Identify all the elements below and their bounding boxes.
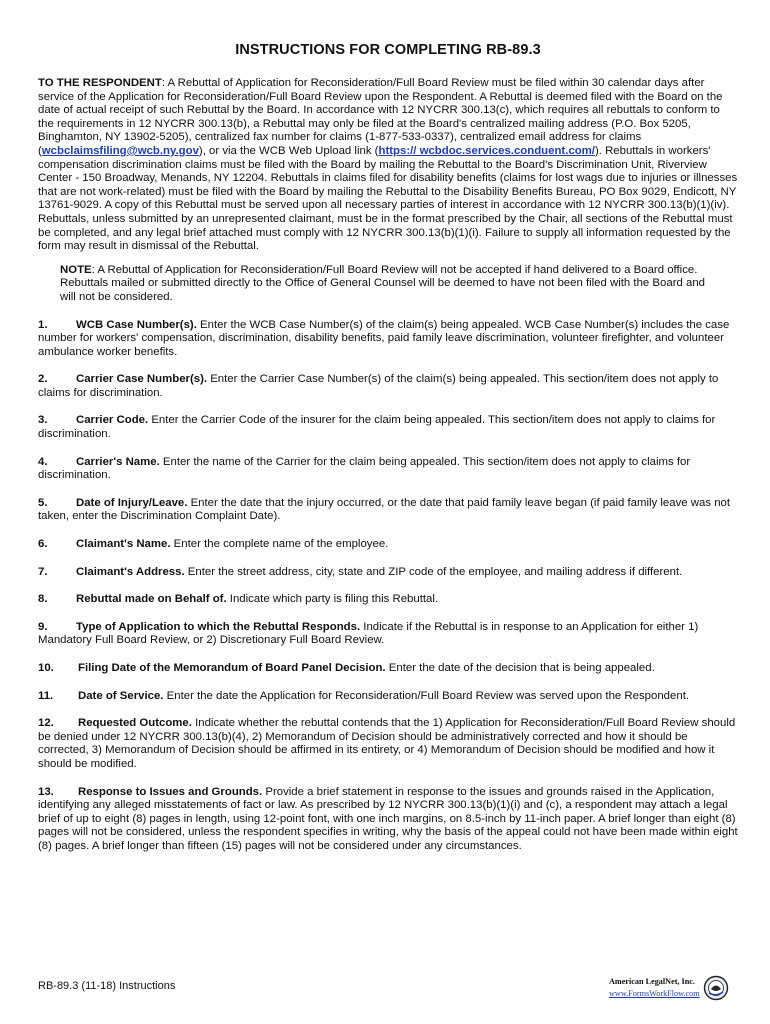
instruction-item [38,717,738,771]
instruction-item [38,566,738,580]
item-number: 5. [38,496,48,509]
intro-label: TO THE RESPONDENT [38,77,162,89]
item-heading: Carrier's Name. [76,455,160,468]
item-heading: Rebuttal made on Behalf of. [76,593,227,606]
item-heading: Claimant's Address. [76,565,185,578]
item-text: Enter the name of the Carrier for the claim being appealed. This section/item does not apply to claims for discrimination. [38,455,691,482]
item-number: 13. [38,785,54,798]
note-label: NOTE [60,263,92,276]
item-text: Enter the complete name of the employee. [170,538,389,551]
item-heading: Carrier Case Number(s). [76,373,208,386]
item-text: Enter the date that the injury occurred, or the date that paid family leave began (if paid family leave was not taken, enter the Discrimination Complaint Date). [38,496,731,523]
item-number: 8. [38,593,48,606]
instruction-item [38,414,738,441]
item-heading: Claimant's Name. [76,538,171,551]
form-id: RB-89.3 (11-18) Instructions [38,980,176,992]
instruction-item [38,373,738,400]
instruction-list [38,319,738,854]
item-number: 6. [38,538,48,551]
intro-paragraph [38,77,738,254]
item-text: Indicate whether the rebuttal contends that the 1) Application for Reconsideration/Full Board Review should be denied under 12 NYCRR 300.13(b)(4), 2) Memorandum of Decision should be administratively corrected and how it should be corrected, 3) Memorandum of Decision should be affirmed in its entirety, or 4) Memorandum of Decision should be modified and how it should be modified. [38,717,736,770]
item-number: 2. [38,373,48,386]
instruction-item [38,690,738,704]
item-text: Enter the WCB Case Number(s) of the claim(s) being appealed. WCB Case Number(s) includes the case number for workers' compensation, discrimination, disability benefits, paid family leave discrimination, volunteer firefighter, and volunteer ambulance worker benefits. [38,318,730,358]
item-number: 4. [38,455,48,468]
item-heading: WCB Case Number(s). [76,318,197,331]
claims-email-link[interactable]: wcbclaimsfiling@wcb.ny.gov [41,144,199,157]
item-text: Enter the street address, city, state and ZIP code of the employee, and mailing address if different. [184,565,683,578]
globe-icon [703,975,729,1001]
instructions-page [38,42,738,854]
item-text: Indicate if the Rebuttal is in response to an Application for either 1) Mandatory Full Board Review, or 2) Discretionary Full Board Review. [38,620,699,647]
item-number: 3. [38,414,48,427]
item-text: Enter the date the Application for Reconsideration/Full Board Review was served upon the Respondent. [163,689,690,702]
item-heading: Carrier Code. [76,414,149,427]
item-text: Enter the date of the decision that is being appealed. [385,662,655,674]
instruction-item [38,621,738,648]
instruction-item [38,786,738,854]
item-heading: Date of Injury/Leave. [76,496,188,509]
item-heading: Filing Date of the Memorandum of Board Panel Decision. [78,662,386,674]
item-heading: Requested Outcome. [78,717,192,730]
item-text: Enter the Carrier Case Number(s) of the claim(s) being appealed. This section/item does not apply to claims for discrimination. [38,373,719,399]
item-number: 1. [38,318,48,331]
instruction-item [38,497,738,524]
item-heading: Response to Issues and Grounds. [78,785,263,798]
page-title: INSTRUCTIONS FOR COMPLETING RB-89.3 [235,42,541,58]
publisher-name: American LegalNet, Inc. [609,977,695,986]
item-heading: Date of Service. [78,689,164,702]
item-heading: Type of Application to which the Rebuttal Responds. [76,620,361,633]
item-text: Provide a brief statement in response to the issues and grounds raised in the Application, identifying any alleged misstatements of fact or law. As prescribed by 12 NYCRR 300.13(b)(1)(i) and (c), a respondent may attach a legal brief of up to eight (8) pages in length, using 12-point font, with one inch margins, on 8.5-inch by 11-inch paper. A brief longer than eight (8) pages will not be considered, unless the respondent specifies in writing, why the basis of the appeal could not have been made within eight (8) pages. A brief longer than fifteen (15) pages will not be considered under any circumstances. [38,785,738,852]
item-number: 11. [38,689,54,702]
web-upload-link[interactable]: https:// wcbdoc.services.conduent.com/ [378,144,595,157]
publisher-badge[interactable] [605,975,730,1003]
intro-text-1: : A Rebuttal of Application for Reconsideration/Full Board Review must be filed within 30 calendar days after service of the Application for Reconsideration/Full Board Review upon the Respondent. A Rebuttal is deemed filed with the Board on the date of actual receipt of such Rebuttal by the Board. In accordance with 12 NYCRR 300.13(c), which requires all rebuttals to conform to the requirements in 12 NYCRR 300.13(b), a Rebuttal may only be filed at the Board's centralized mailing address (P.O. Box 5205, Binghamton, NY 13902-5205), centralized fax number for claims (1-877-533-0337), centralized email address for claims ( [38,77,723,157]
instruction-item [38,456,738,483]
note-paragraph [60,264,710,305]
item-number: 9. [38,620,48,633]
item-text: Indicate which party is filing this Rebuttal. [226,593,439,606]
instruction-item [38,593,738,607]
instruction-item [38,538,738,552]
publisher-url[interactable]: www.FormsWorkFlow.com [609,989,700,998]
instruction-item [38,662,738,676]
item-number: 12. [38,717,54,730]
intro-text-3: ). Rebuttals in workers' compensation discrimination claims must be filed with the Board by mailing the Rebuttal to the Board's Discrimination Unit, Riverview Center - 150 Broadway, Menands, NY 12204. Rebuttals in claims filed for disability benefits (claims for lost wags due to injuries or illnesses that are not work-related) must be filed with the Board by mailing the Rebuttal to the Disability Benefits Bureau, PO Box 9029, Endicott, NY 13761-9029. A copy of this Rebuttal must be served upon all necessary parties of interest in accordance with 12 NYCRR 300.13(b)(1)(iv). Rebuttals, unless submitted by an unrepresented claimant, must be in the format prescribed by the Chair, all sections of the Rebuttal must be completed, and any legal brief attached must comply with 12 NYCRR 300.13(b)(1)(i). Failure to supply all information requested by the form may result in dismissal of the Rebuttal. [38,144,738,253]
item-number: 10. [38,662,54,674]
instruction-item [38,319,738,360]
note-text: : A Rebuttal of Application for Reconsideration/Full Board Review will not be accepted if hand delivered to a Board office. Rebuttals mailed or submitted directly to the Office of General Counsel will be deemed to have not been filed with the Board and will not be considered. [60,263,705,303]
intro-text-2: ), or via the WCB Web Upload link ( [198,144,379,157]
item-number: 7. [38,565,48,578]
item-text: Enter the Carrier Code of the insurer for the claim being appealed. This section/item does not apply to claims for discrimination. [38,414,716,441]
